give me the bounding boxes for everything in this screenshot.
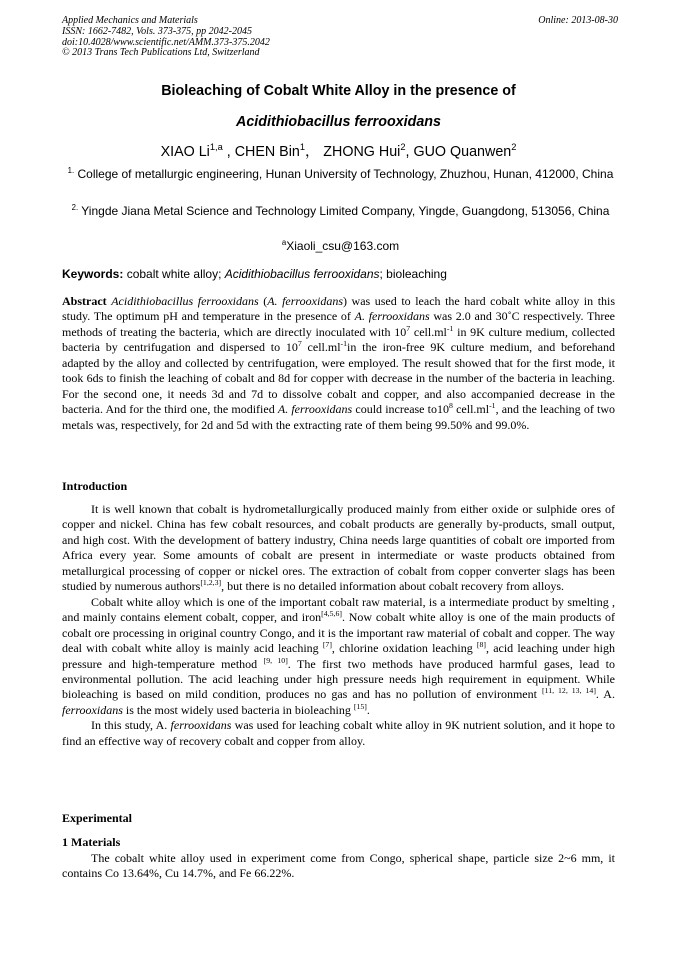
citation: [9, 10] [263,655,288,665]
keyword-text: Acidithiobacillus ferrooxidans [224,267,380,281]
keywords-label: Keywords: [62,267,124,281]
author-separator: , [222,144,235,160]
experimental-heading: Experimental [62,811,132,825]
abstract-text: , and the leaching of two metals was, respectively, for 2d and 5d with the extracting rate of them being 99.50% and 99.0%. [62,402,615,432]
citation: [15] [353,701,367,711]
paragraph-text: In this study, A. [91,718,171,733]
keywords-line [62,267,618,281]
paper-title-line-1: Bioleaching of Cobalt White Alloy in the presence of [161,83,516,99]
abstract-text: cell.ml [301,340,341,355]
abstract-label: Abstract [62,294,107,308]
abstract-text: cell.ml [452,402,490,417]
author-separator: , [405,144,414,160]
author-affiliation-mark: 1 [299,142,306,153]
copyright-line: © 2013 Trans Tech Publications Ltd, Switzerland [62,47,260,59]
affiliation-text: College of metallurgic engineering, Hunan University of Technology, Zhuzhou, Hunan, 412000, China [77,167,614,181]
affiliation-text: Yingde Jiana Metal Science and Technology Limited Company, Yingde, Guangdong, 513056, China [81,204,610,218]
paragraph-text: . The first two methods have produced harmful gases, lead to environmental pollution. The acid leaching under high pressure needs high requirement in equipment. While bioleaching is based on mild condition, produces no gas and has no pollution of environment [62,656,615,702]
abstract-text: was 2.0 and 30˚C respectively. Three methods of treating the bacteria, which are directly inoculated with 10 [62,309,616,339]
paragraph-text: . Now cobalt white alloy is one of the main products of cobalt ore processing in original country Congo, and it is the important raw material of cobalt and copper. The way deal with cobalt white alloy is mainly acid leaching [62,610,616,656]
citation: [4,5,6] [321,609,342,619]
exponent: -1 [489,401,496,411]
citation: [11, 12, 13, 14] [541,686,596,696]
issn-line: ISSN: 1662-7482, Vols. 373-375, pp 2042-2045 [62,25,252,37]
exponent: -1 [340,339,348,349]
paragraph-text: . A. [595,687,615,702]
journal-name: Applied Mechanics and Materials [62,15,198,26]
affiliation-number: 2. [71,203,79,212]
exponent: 8 [449,401,453,411]
author-name: GUO Quanwen [413,144,512,160]
email-mark: a [281,238,287,247]
citation: [7] [322,640,332,650]
email-line [66,238,615,255]
paragraph-text: . [366,702,370,717]
keyword-text: ; bioleaching [379,267,447,281]
abstract-text: Acidithiobacillus ferrooxidans [111,294,259,308]
paragraph-text: , acid leaching under high pressure and high-temperature method [62,641,615,671]
abstract-text: A. ferrooxidans [354,309,430,324]
author-list [62,141,615,161]
paragraph-text: ferrooxidans [62,702,123,717]
keyword-text: cobalt white alloy; [126,267,222,281]
paragraph-text: Cobalt white alloy which is one of the important cobalt raw material, is a intermediate product by smelting , and mainly contains element cobalt, copper, and iron [62,594,615,625]
online-date: Online: 2013-08-30 [538,15,618,26]
paper-title-line-2: Acidithiobacillus ferrooxidans [236,114,441,130]
abstract-text: A. ferrooxidans [267,294,343,308]
citation: [1,2,3] [200,578,222,588]
paragraph-text: , but there is no detailed information about cobalt recovery from alloys. [221,579,565,594]
exponent: 7 [297,339,302,349]
author-name: CHEN Bin [234,144,300,160]
author-affiliation-mark: 2 [400,142,406,153]
abstract-text: could increase to10 [352,402,450,417]
author-affiliation-mark: 1,a [209,142,223,153]
affiliation-1 [66,166,615,183]
exponent: 7 [406,323,411,333]
abstract-text: ) was used to leach the hard cobalt white alloy in this study. The optimum pH and temperature in the presence of [62,294,616,324]
abstract-text: in the iron-free 9K culture medium, and beforehand adapted by the alloy and collected by centrifugation, were employed. The result showed that for the first mode, it took 6ds to finish the leaching of cobalt and 8d for copper with decrease in the number of the bacteria in leaching. For the second one, it needs 3d and 7d to dissolve cobalt and copper, and also accompanied decrease in the bacteria. And for the third one, the modified [62,340,615,417]
paragraph-text: , chlorine oxidation leaching [331,641,477,656]
citation: [8] [476,640,487,650]
email-address: Xiaoli_csu@163.com [286,239,400,253]
journal-header [62,16,618,59]
abstract-text: cell.ml [410,324,447,339]
author-name: ZHONG Hui [323,144,401,160]
materials-subheading: 1 Materials [62,835,121,849]
introduction-heading: Introduction [62,479,128,493]
author-separator: ， [305,144,324,160]
materials-paragraph: The cobalt white alloy used in experiment come from Congo, spherical shape, particle size 2~6 mm, it contains Co 13.64%, Cu 14.7%, and Fe 66.22%. [62,851,615,881]
paragraph-text: ferrooxidans [170,718,232,733]
abstract-text: in 9K culture medium, collected bacteria by centrifugation and dispersed to 10 [62,324,615,355]
exponent: -1 [446,323,454,333]
paragraph-text: is the most widely used bacteria in bioleaching [122,702,354,717]
paragraph-text: It is well known that cobalt is hydrometallurgically produced mainly from either oxide or sulphide ores of copper and nickel. China has few cobalt resources, and cobalt products are generally by-products, small output, and high cost. With the development of battery industry, China needs large quantities of cobalt ore imported from Africa every year. Some amounts of cobalt are present in intermediate or waste products obtained from metallurgical processing of copper or nickel ores. The extraction of cobalt from copper converter slags has been studied by numerous authors [62,502,615,594]
paragraph-text: was used for leaching cobalt white alloy in 9K nutrient solution, and it hope to find an effective way of recovery cobalt and copper from alloy. [62,718,616,748]
paragraph [62,595,615,719]
paragraph [62,502,615,595]
affiliation-number: 1. [67,166,75,175]
introduction-body [62,502,615,749]
affiliation-2 [66,203,615,220]
author-affiliation-mark: 2 [511,142,517,153]
author-name: XIAO Li [160,144,210,160]
paragraph [62,718,615,749]
abstract-text: A. ferrooxidans [277,402,353,417]
abstract-paragraph [62,294,615,433]
doi-line: doi:10.4028/www.scientific.net/AMM.373-375.2042 [62,36,270,48]
abstract-text: ( [258,294,268,308]
